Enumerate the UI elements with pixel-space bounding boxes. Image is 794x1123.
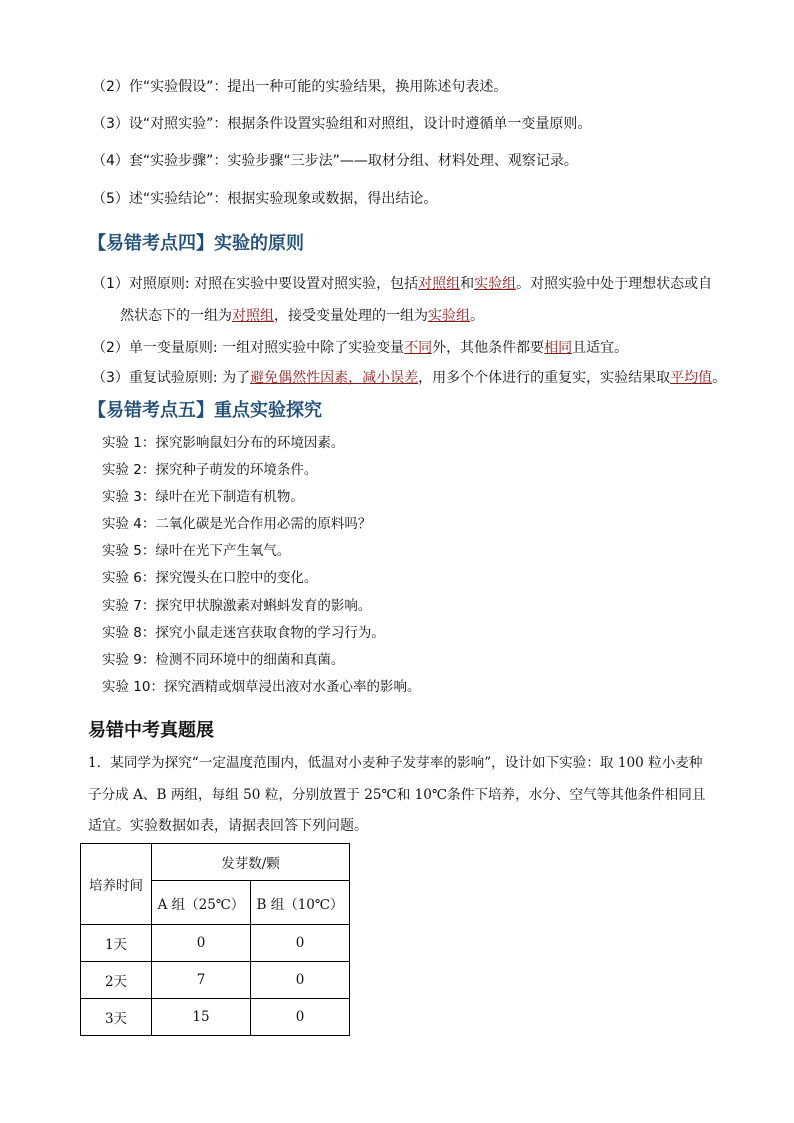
underlined-term: 实验组	[474, 276, 517, 292]
step-2: （2）作“实验假设”：提出一种可能的实验结果，换用陈述句表述。	[92, 79, 508, 95]
text: （3）重复试验原则: 为了	[92, 370, 251, 386]
text: ，用多个个体进行的重复实，实验结果取	[418, 370, 671, 386]
cell-time: 1天	[81, 925, 152, 962]
text: 且适宜。	[572, 340, 629, 356]
cell-a: 0	[152, 925, 251, 962]
cell-b: 0	[251, 962, 350, 999]
underlined-term: 对照组	[418, 276, 461, 292]
text: 。	[470, 308, 484, 324]
underlined-term: 对照组	[232, 308, 274, 324]
step-5: （5）述“实验结论”：根据实验现象或数据，得出结论。	[92, 191, 438, 207]
principle-single-variable	[92, 338, 628, 358]
principle-repetition	[92, 368, 726, 388]
text: 然状态下的一组为	[120, 308, 232, 324]
experiment-item: 实验 8：探究小鼠走迷宫获取食物的学习行为。	[102, 625, 385, 641]
step-4: （4）套“实验步骤”：实验步骤“三步法”——取材分组、材料处理、观察记录。	[92, 153, 578, 169]
section-4-heading: 【易错考点四】实验的原则	[88, 233, 304, 254]
step-3: （3）设“对照实验”：根据条件设置实验组和对照组，设计时遵循单一变量原则。	[92, 116, 592, 132]
table-row	[81, 925, 350, 962]
table-header-row	[81, 844, 350, 881]
underlined-term: 避免偶然性因素，减小误差	[250, 370, 419, 386]
header-germination: 发芽数/颗	[152, 844, 350, 881]
experiment-item: 实验 3：绿叶在光下制造有机物。	[102, 489, 304, 505]
germination-table	[80, 843, 350, 1036]
table-row	[81, 962, 350, 999]
underlined-term: 相同	[544, 340, 573, 356]
experiment-item: 实验 7：探究甲状腺激素对蝌蚪发育的影响。	[102, 598, 372, 614]
question-line: 1．某同学为探究“一定温度范围内，低温对小麦种子发芽率的影响”，设计如下实验：取 100 粒小麦种	[88, 755, 703, 771]
text: 。	[712, 370, 727, 386]
text: 外，其他条件都要	[432, 340, 545, 356]
text: 。对照实验中处于理想状态或自	[516, 276, 713, 292]
header-group-b: B 组（10℃）	[251, 881, 350, 925]
section-5-heading: 【易错考点五】重点实验探究	[88, 400, 322, 421]
experiment-item: 实验 1：探究影响鼠妇分布的环境因素。	[102, 435, 345, 451]
cell-a: 7	[152, 962, 251, 999]
text: （2）单一变量原则: 一组对照实验中除了实验变量	[92, 340, 405, 356]
experiment-item: 实验 5：绿叶在光下产生氧气。	[102, 543, 291, 559]
cell-b: 0	[251, 925, 350, 962]
cell-time: 2天	[81, 962, 152, 999]
text: 和	[460, 276, 475, 292]
principle-control-line-1	[92, 274, 712, 294]
exam-heading: 易错中考真题展	[88, 720, 214, 741]
experiment-item: 实验 2：探究种子萌发的环境条件。	[102, 462, 318, 478]
cell-a: 15	[152, 999, 251, 1036]
cell-time: 3天	[81, 999, 152, 1036]
text: ，接受变量处理的一组为	[274, 308, 428, 324]
underlined-term: 平均值	[670, 370, 713, 386]
header-time: 培养时间	[81, 844, 152, 925]
experiment-item: 实验 4：二氧化碳是光合作用必需的原料吗？	[102, 516, 372, 532]
experiment-item: 实验 10：探究酒精或烟草浸出液对水蚤心率的影响。	[102, 679, 421, 695]
table-row	[81, 999, 350, 1036]
question-line: 适宜。实验数据如表，请据表回答下列问题。	[88, 818, 368, 834]
underlined-term: 不同	[404, 340, 433, 356]
cell-b: 0	[251, 999, 350, 1036]
question-line: 子分成 A、B 两组，每组 50 粒，分别放置于 25℃和 10℃条件下培养，水分、空气等其他条件相同且	[88, 787, 706, 803]
experiment-item: 实验 9：检测不同环境中的细菌和真菌。	[102, 652, 345, 668]
principle-control-line-2	[120, 306, 484, 326]
text: （1）对照原则: 对照在实验中要设置对照实验，包括	[92, 276, 419, 292]
header-group-a: A 组（25℃）	[152, 881, 251, 925]
experiment-item: 实验 6：探究馒头在口腔中的变化。	[102, 570, 318, 586]
underlined-term: 实验组	[428, 308, 470, 324]
